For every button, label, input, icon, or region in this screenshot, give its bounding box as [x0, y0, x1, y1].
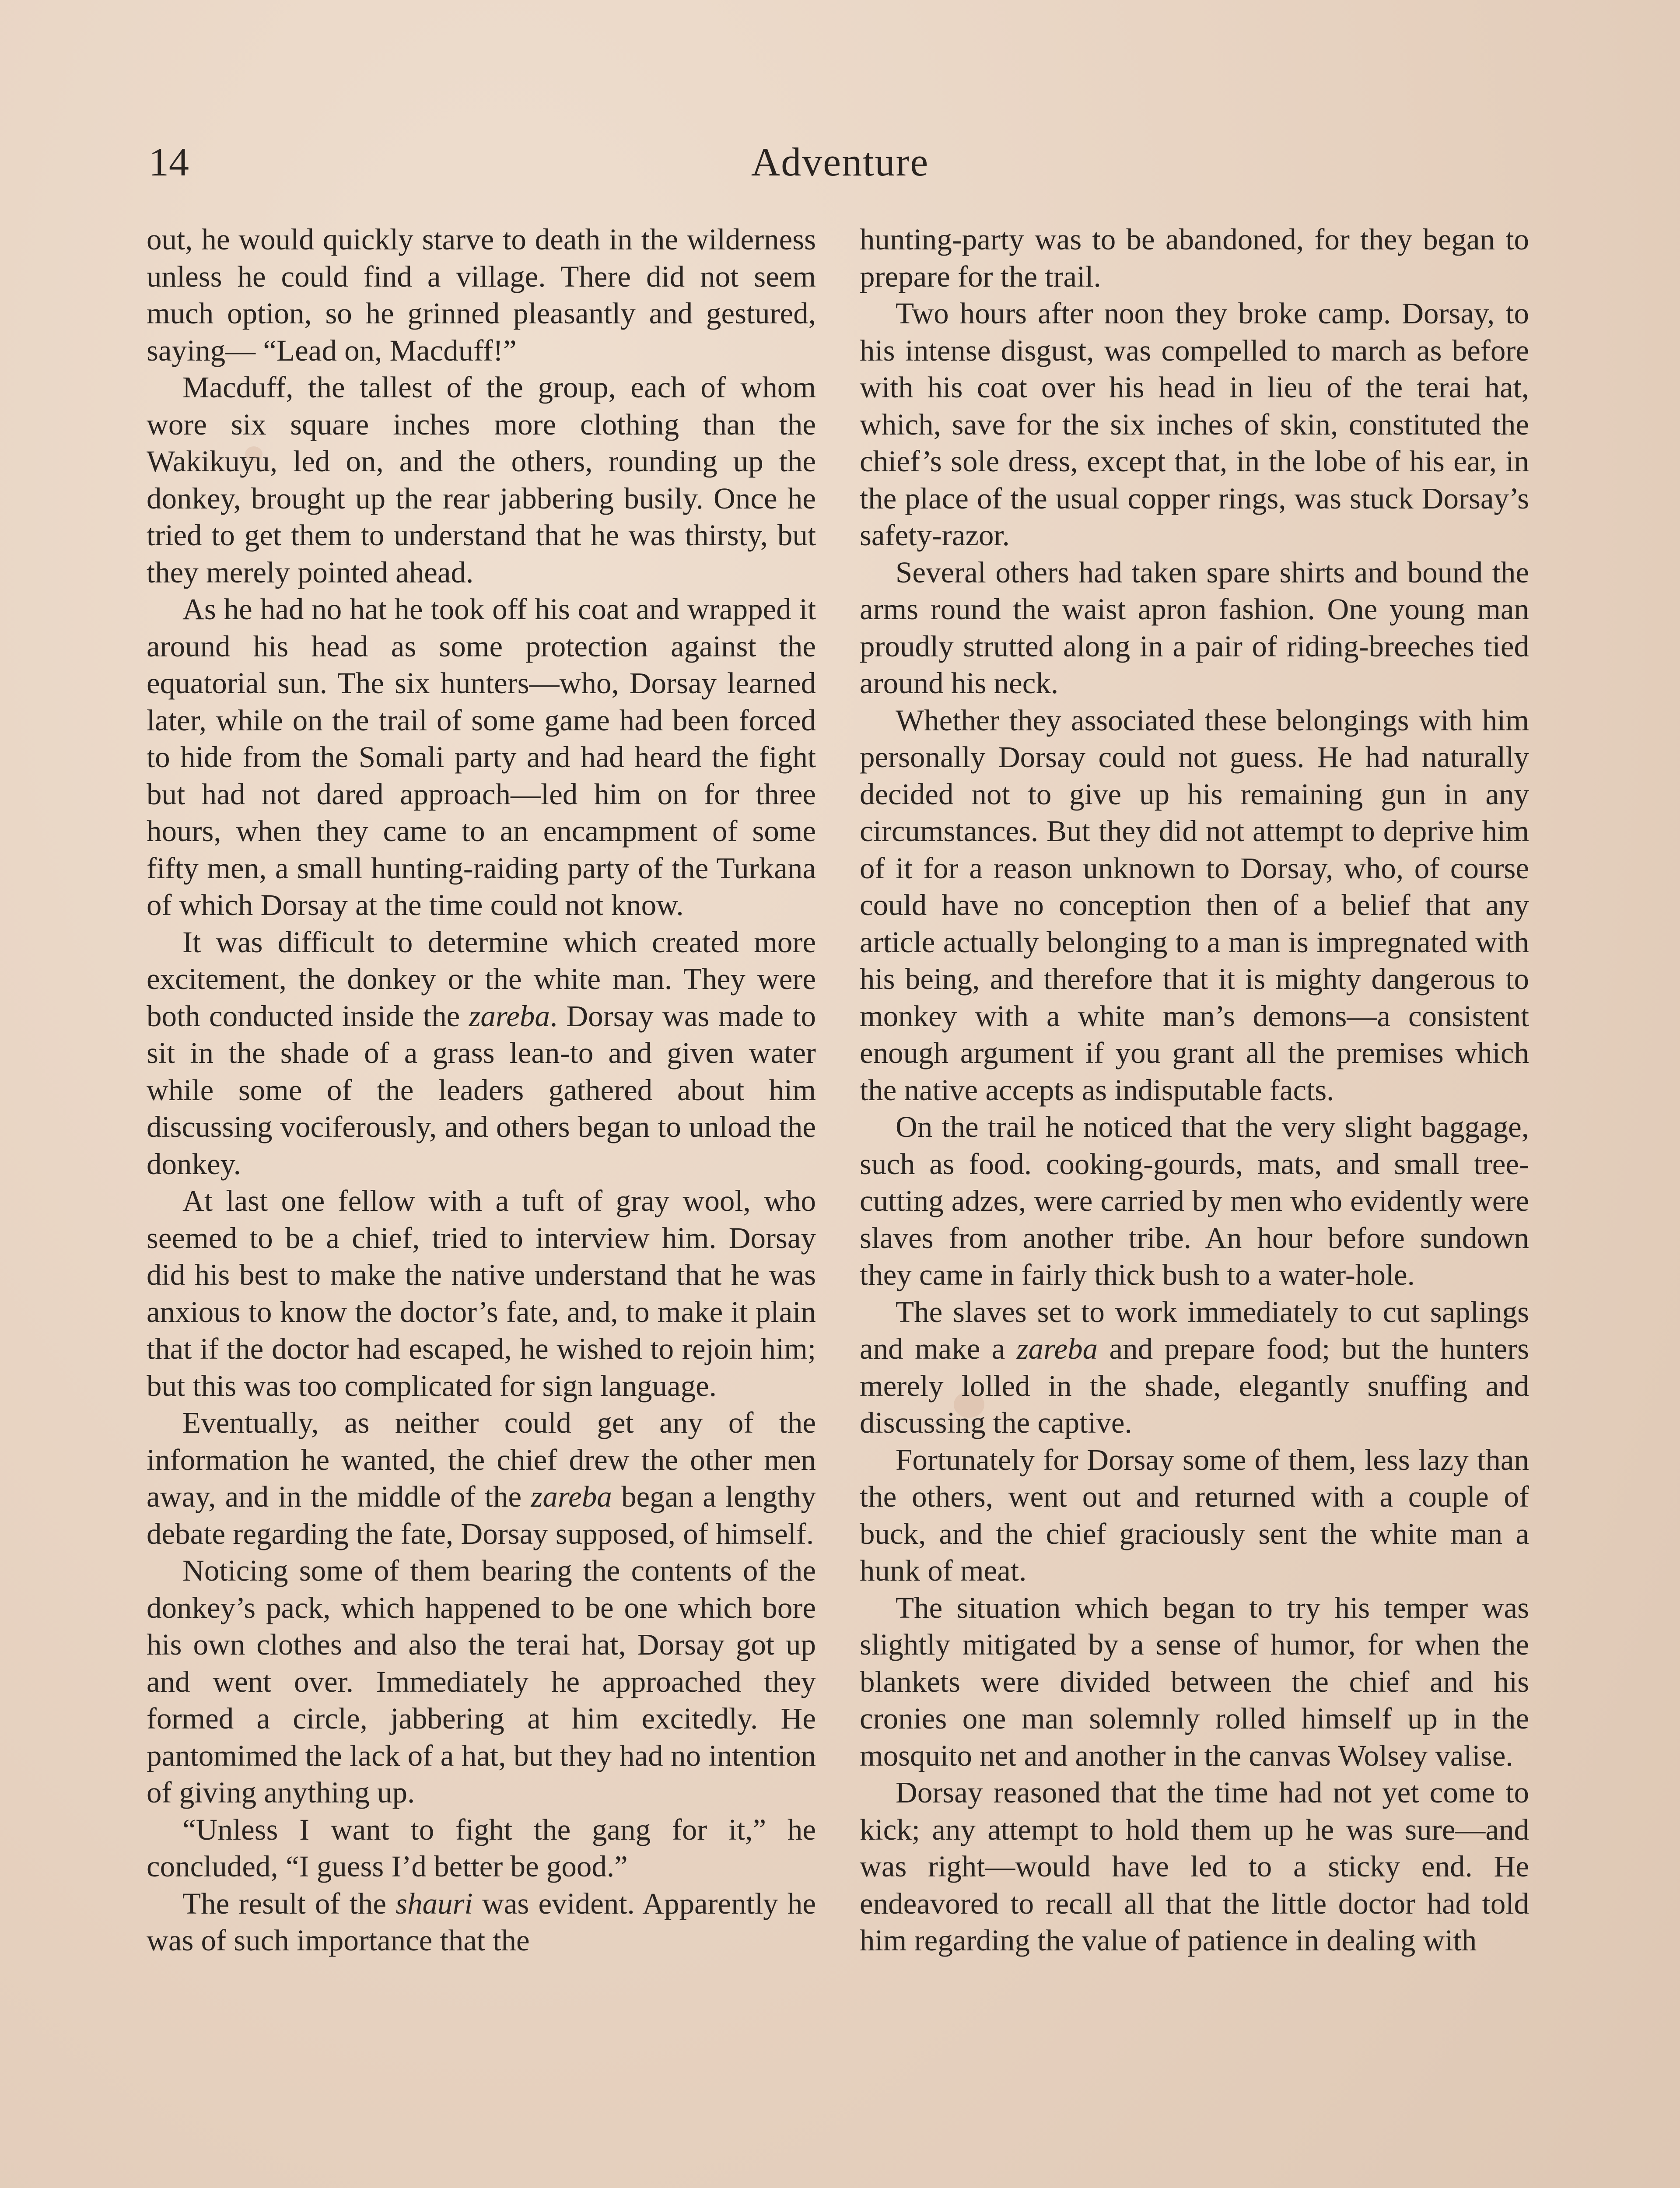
paragraph-text: The result of the — [182, 1886, 396, 1920]
paragraph — [147, 924, 816, 1183]
paragraph: The situation which began to try his temper was slightly mitigated by a sense of humor, for when the blankets were divided between the chief and his cronies one man solemnly rolled himself up in the mosquito net and another in the canvas Wolsey valise. — [860, 1591, 1529, 1772]
paragraph — [860, 1294, 1529, 1441]
page-header — [0, 131, 1680, 193]
running-title: Adventure — [751, 140, 929, 184]
paragraph: Whether they associated these belongings with him personally Dorsay could not guess. He had naturally decided not to give up his remaining gun in any circumstances. But they did not attempt to deprive him of it for a reason unknown to Dorsay, who, of course could have no conception then of a belief that any article actually belonging to a man is impregnated with his being, and therefore that it is mighty dangerous to monkey with a white man’s demons—a consistent enough argument if you grant all the premises which the native accepts as indisputable facts. — [860, 703, 1529, 1107]
left-column — [147, 221, 816, 2188]
paragraph: hunting-party was to be abandoned, for they began to prepare for the trail. — [860, 223, 1529, 293]
paragraph-text: and prepare food; but the hunters merely lolled in the shade, elegantly snuffing and discussing the captive. — [860, 1332, 1529, 1439]
paragraph: Several others had taken spare shirts and bound the arms round the waist apron fashion. One young man proudly strutted along in a pair of riding-breeches tied around his neck. — [860, 555, 1529, 700]
paragraph: Fortunately for Dorsay some of them, less lazy than the others, went out and returned with a couple of buck, and the chief graciously sent the white man a hunk of meat. — [860, 1443, 1529, 1587]
italic-text: zareba — [1016, 1332, 1098, 1365]
paragraph-text: It was difficult to determine which created more excitement, the donkey or the white man. They were both conducted inside the — [147, 925, 816, 1033]
paragraph: Dorsay reasoned that the time had not yet come to kick; any attempt to hold them up he was sure—and was right—would have led to a sticky end. He endeavored to recall all that the little doctor had told him regarding the value of patience in dealing with — [860, 1776, 1529, 1957]
paragraph: Macduff, the tallest of the group, each of whom wore six square inches more clothing than the Wakikuyu, led on, and the others, rounding up the donkey, brought up the rear jabbering busily. Once he tried to get them to understand that he was thirsty, but they merely pointed ahead. — [147, 371, 816, 589]
page-number: 14 — [149, 140, 189, 184]
paragraph-text: Eventually, as neither could get any of the information he wanted, the chief drew the other men away, and in the middle of the — [147, 1406, 816, 1513]
italic-text: zareba — [469, 999, 550, 1033]
paragraph: out, he would quickly starve to death in the wilderness unless he could find a village. There did not seem much option, so he grinned pleasantly and gestured, saying— “Lead on, Macduff!” — [147, 223, 816, 367]
paragraph: “Unless I want to fight the gang for it,” he concluded, “I guess I’d better be good.” — [147, 1813, 816, 1883]
paragraph: As he had no hat he took off his coat and wrapped it around his head as some protection against the equatorial sun. The six hunters—who, Dorsay learned later, while on the trail of some game had been forced to hide from the Somali party and had heard the fight but had not dared approach—led him on for three hours, when they came to an encampment of some fifty men, a small hunting-raiding party of the Turkana of which Dorsay at the time could not know. — [147, 593, 816, 922]
paragraph: On the trail he noticed that the very slight baggage, such as food. cooking-gourds, mats, and small tree-cutting adzes, were carried by men who evidently were slaves from another tribe. An hour before sundown they came in fairly thick bush to a water-hole. — [860, 1110, 1529, 1291]
paragraph: Noticing some of them bearing the contents of the donkey’s pack, which happened to be one which bore his own clothes and also the terai hat, Dorsay got up and went over. Immediately he approached they formed a circle, jabbering at him excitedly. He pantomimed the lack of a hat, but they had no intention of giving anything up. — [147, 1554, 816, 1809]
paragraph — [147, 1404, 816, 1552]
paragraph: Two hours after noon they broke camp. Dorsay, to his intense disgust, was compelled to march as before with his coat over his head in lieu of the terai hat, which, save for the six inches of skin, constituted the chief’s sole dress, except that, in the lobe of his ear, in the place of the usual copper rings, was stuck Dorsay’s safety-razor. — [860, 297, 1529, 552]
paragraph-text: . Dorsay was made to sit in the shade of a grass lean-to and given water while some of the leaders gathered about him discussing vociferously, and others began to unload the donkey. — [147, 999, 816, 1181]
italic-text: shauri — [396, 1886, 473, 1920]
paragraph-text: was evident. Apparently he was of such importance that the — [147, 1886, 816, 1957]
paragraph: At last one fellow with a tuft of gray wool, who seemed to be a chief, tried to interview him. Dorsay did his best to make the native understand that he was anxious to know the doctor’s fate, and, to make it plain that if the doctor had escaped, he wished to rejoin him; but this was too complicated for sign language. — [147, 1184, 816, 1403]
right-column — [860, 221, 1529, 2188]
paragraph-text: The slaves set to work immediately to cut saplings and make a — [860, 1295, 1529, 1365]
italic-text: zareba — [531, 1480, 612, 1513]
paragraph — [147, 1885, 816, 1959]
paragraph-text: began a lengthy debate regarding the fate, Dorsay supposed, of himself. — [147, 1480, 816, 1550]
